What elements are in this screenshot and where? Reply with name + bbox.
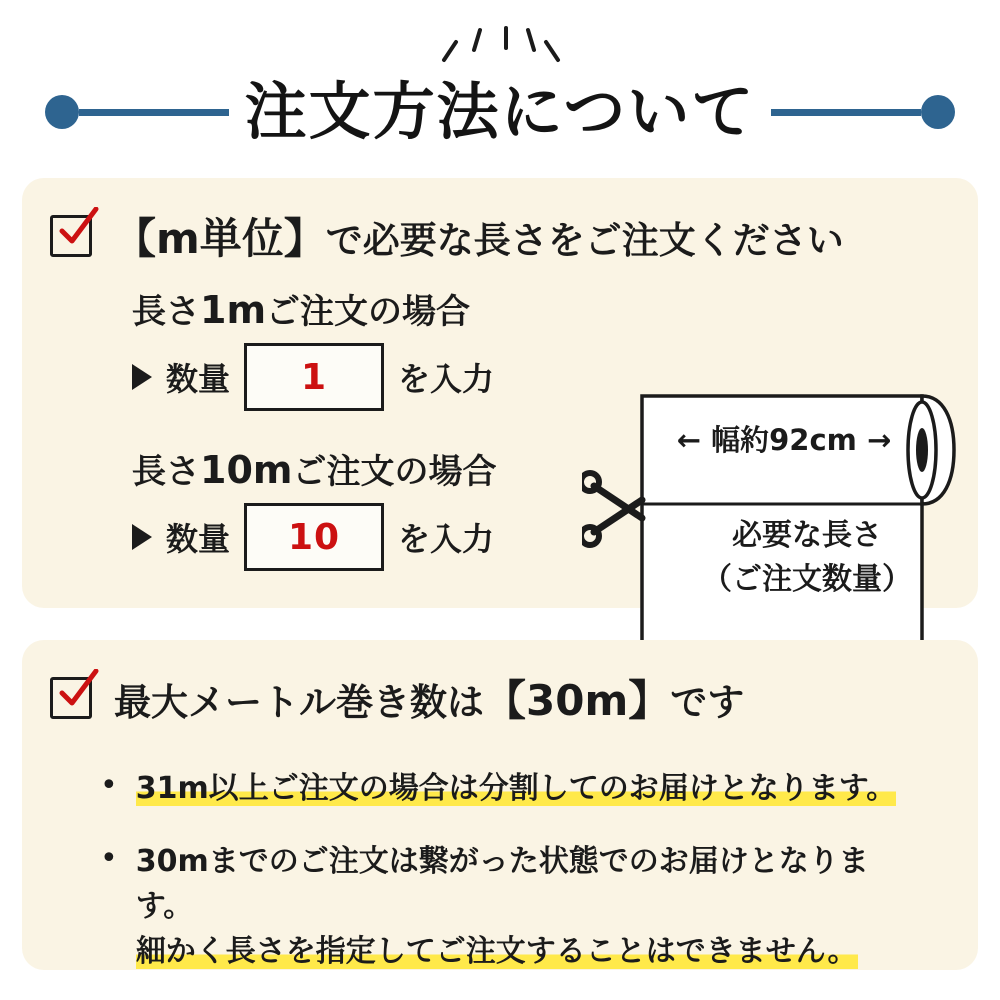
case-1m-label-num: 1m [200, 288, 267, 332]
rule-dot-right [921, 95, 955, 129]
case-10m-label-post: ご注文の場合 [292, 452, 497, 492]
roll-length-label [677, 514, 937, 601]
checkbox-checked-icon [50, 677, 92, 719]
case-10m-qty-suffix: を入力 [398, 520, 495, 558]
case-10m-label-pre: 長さ [132, 452, 200, 492]
order-headline-row [22, 178, 978, 266]
roll-length-line1: 必要な長さ [732, 518, 882, 553]
scissors-icon [582, 473, 642, 545]
title-rule-left [45, 95, 229, 129]
max-length-card [22, 640, 978, 970]
case-10m-qty-input[interactable]: 10 [244, 503, 384, 571]
rule-bar-right [771, 109, 921, 116]
bullet-text [136, 766, 897, 811]
title-row [0, 72, 1000, 152]
case-1m-label-post: ご注文の場合 [266, 292, 471, 332]
order-headline-unit: 【m単位】 [114, 214, 326, 263]
bullet-marker: • [100, 841, 118, 876]
case-1m-qty-suffix: を入力 [398, 360, 495, 398]
checkbox-checked-icon [50, 215, 92, 257]
page-header [0, 0, 1000, 160]
case-1m-label [132, 284, 494, 333]
order-card-body [22, 266, 978, 596]
rule-bar-left [79, 109, 229, 116]
bullet-text [136, 839, 918, 974]
case-10m-qty-word: 数量 [166, 520, 231, 558]
triangle-right-icon [132, 364, 152, 390]
bullet-text-line1: 30mまでのご注文は繋がった状態でのお届けとなります。 [135, 844, 869, 924]
case-1m-qty-word: 数量 [166, 360, 231, 398]
case-1m-qty-row [132, 343, 494, 411]
max-headline-row [22, 640, 978, 728]
max-headline [114, 668, 744, 728]
roll-width-label: ← 幅約92cm → [676, 423, 892, 457]
rule-dot-left [45, 95, 79, 129]
title-rule-right [771, 95, 955, 129]
order-headline-rest: で必要な長さをご注文ください [325, 219, 844, 262]
list-item [100, 839, 918, 974]
page-title: 注文方法について [244, 75, 756, 148]
bullet-text-line2-highlight: 細かく長さを指定してご注文することはできません。 [135, 934, 858, 969]
max-headline-post: です [670, 681, 745, 724]
order-case-1m [132, 284, 494, 411]
sparkle-icon [430, 26, 570, 76]
max-bullet-list [22, 766, 978, 974]
max-headline-pre: 最大メートル巻き数は [114, 681, 484, 724]
case-10m-label [132, 444, 496, 493]
bullet-marker: • [100, 768, 118, 803]
bullet-text-highlight: 31m以上ご注文の場合は分割してのお届けとなります。 [135, 771, 897, 806]
order-headline [114, 206, 844, 266]
case-10m-qty-row [132, 503, 496, 571]
case-1m-label-pre: 長さ [132, 292, 200, 332]
order-method-card [22, 178, 978, 608]
roll-length-line2: （ご注文数量） [702, 561, 912, 597]
case-1m-qty-input[interactable]: 1 [244, 343, 384, 411]
list-item [100, 766, 918, 811]
max-headline-value: 【30m】 [484, 676, 671, 725]
order-case-10m [132, 444, 496, 571]
triangle-right-icon [132, 524, 152, 550]
case-10m-label-num: 10m [200, 448, 293, 492]
